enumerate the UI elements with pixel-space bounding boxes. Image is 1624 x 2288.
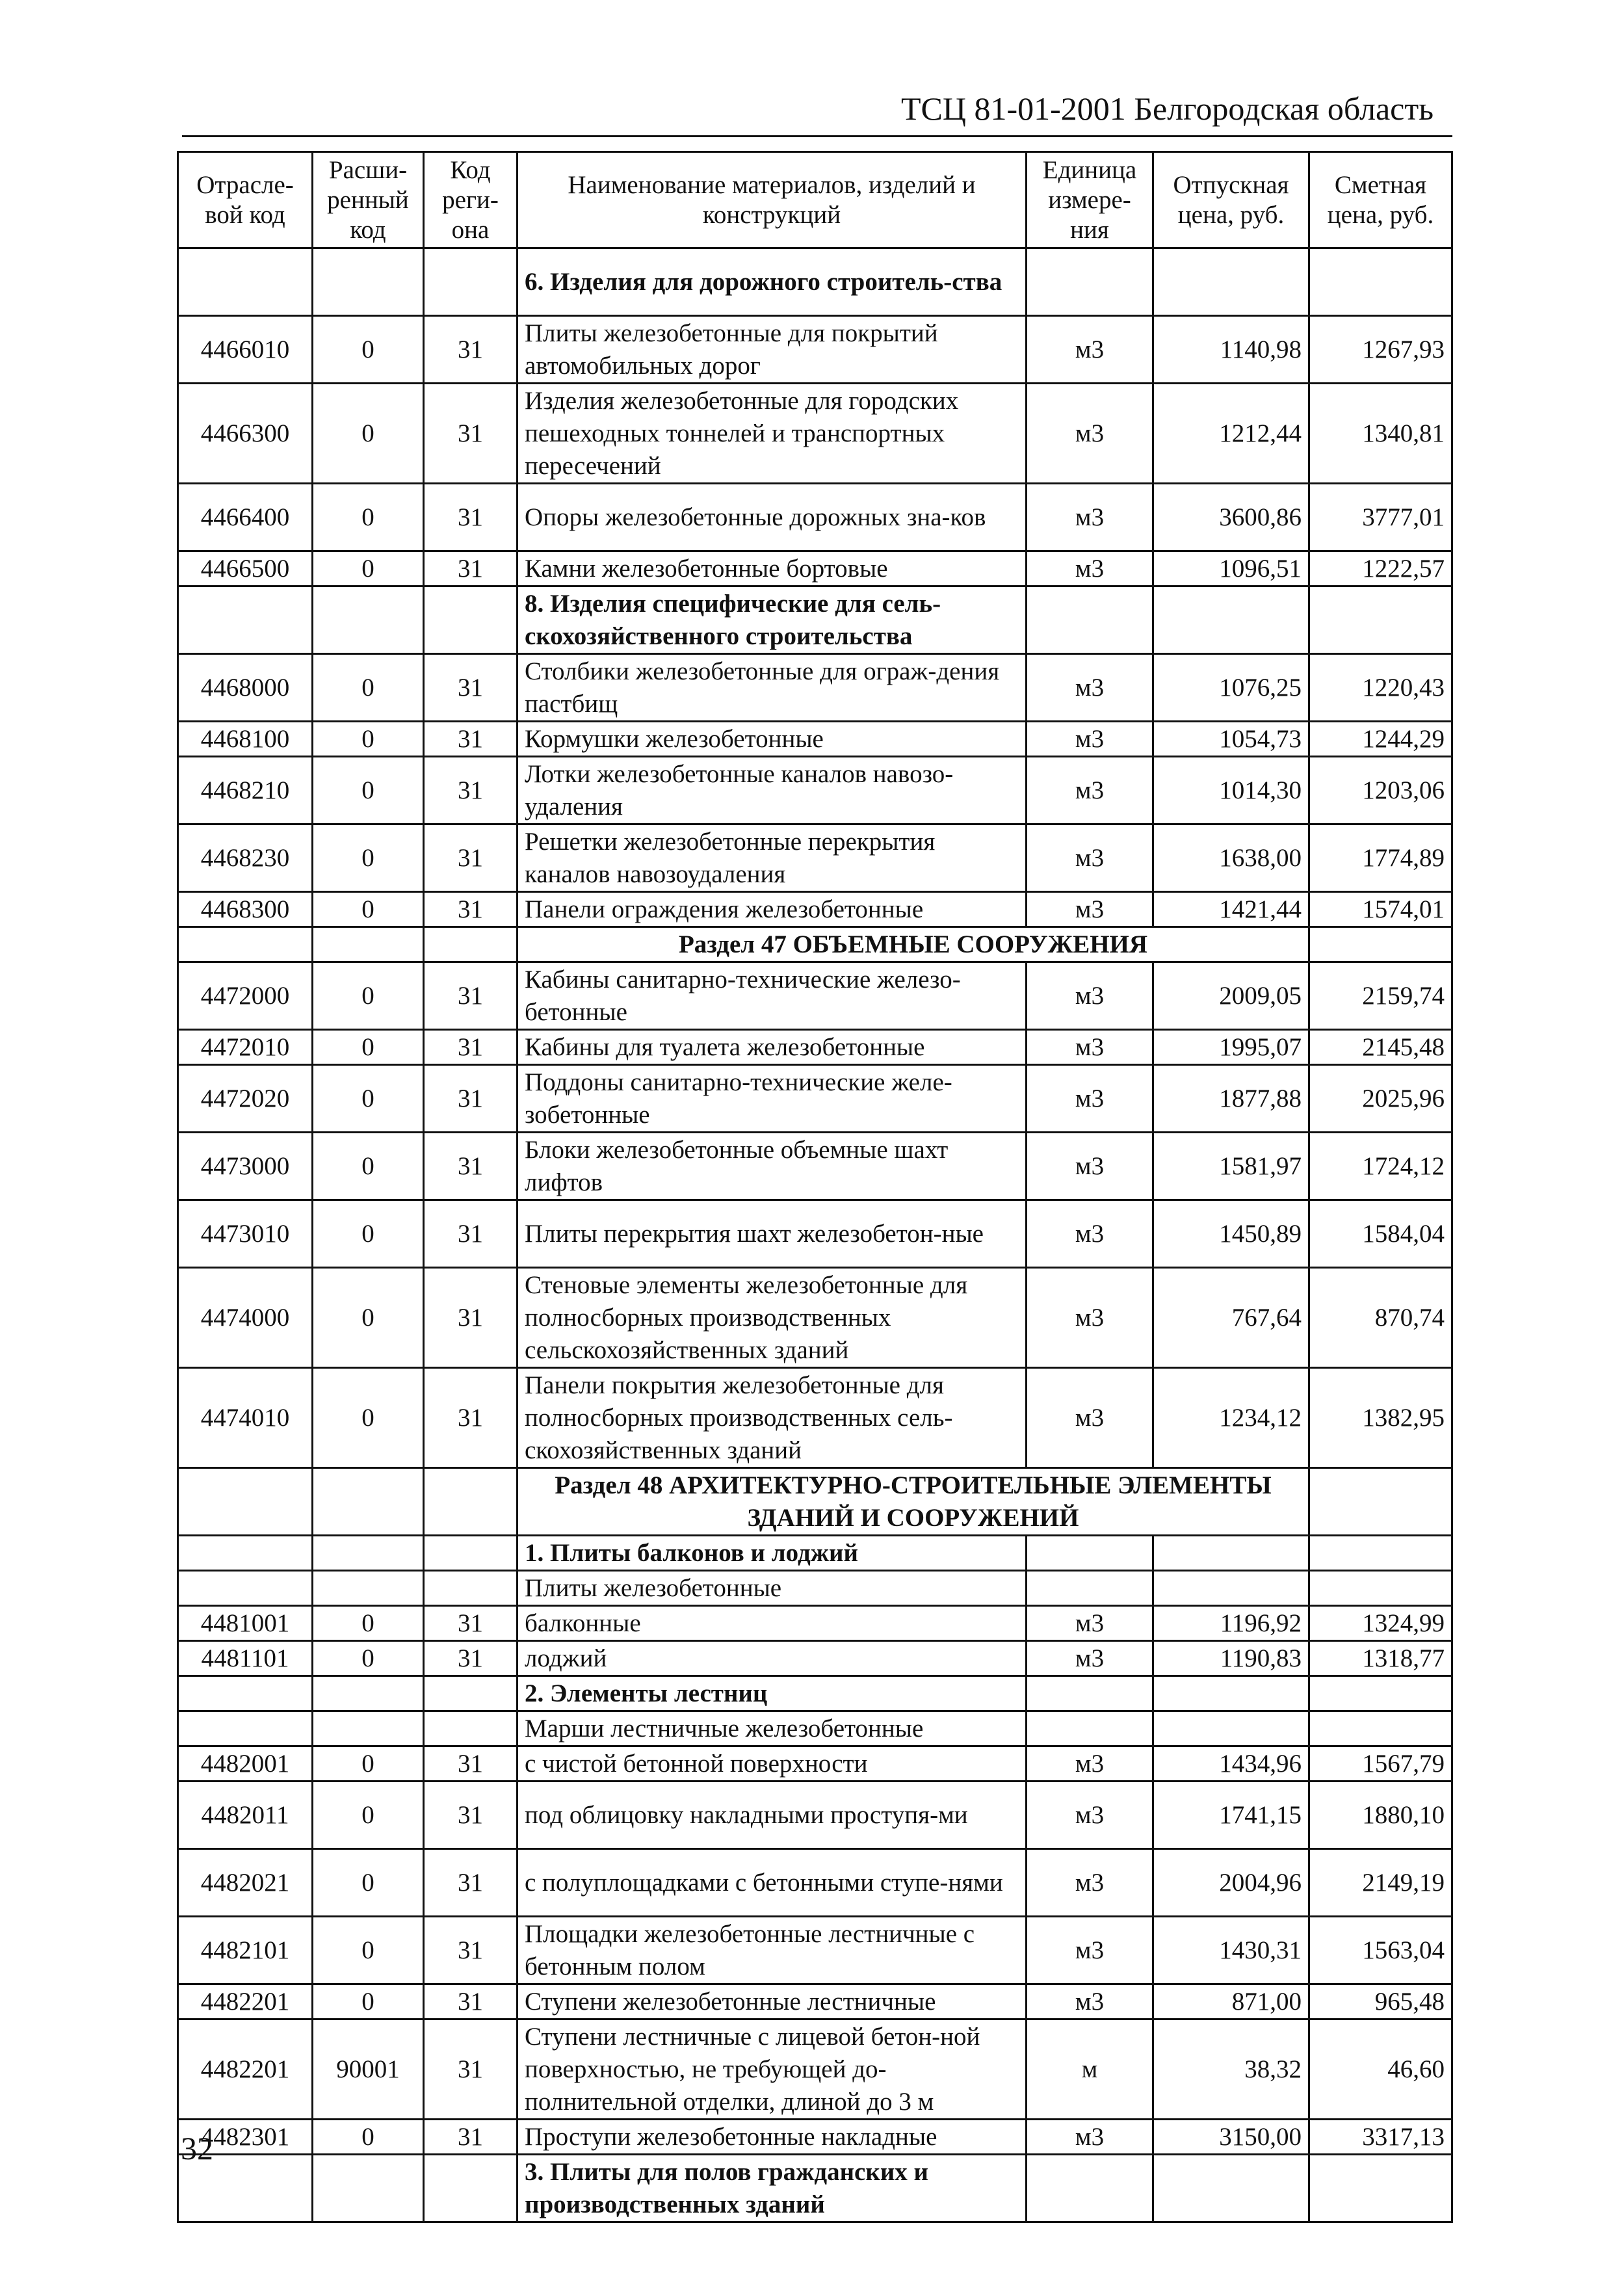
price-cell xyxy=(1153,1536,1309,1571)
group-title: Марши лестничные железобетонные xyxy=(517,1711,1027,1746)
material-name-cell: Решетки железобетонные перекрытия каналов навозоудаления xyxy=(517,824,1027,892)
region-cell: 31 xyxy=(424,1606,517,1641)
estimate-cell: 2145,48 xyxy=(1309,1030,1452,1065)
material-name-cell: лоджий xyxy=(517,1641,1027,1676)
estimate-cell xyxy=(1309,1571,1452,1606)
table-row xyxy=(178,1984,1452,2019)
region-cell xyxy=(424,1571,517,1606)
ext-code-cell: 0 xyxy=(313,1782,424,1849)
region-cell: 31 xyxy=(424,2019,517,2120)
column-header-ext-code: Расши-ренный код xyxy=(313,152,424,248)
column-header-price: Отпускная цена, руб. xyxy=(1153,152,1309,248)
code-cell: 4482001 xyxy=(178,1746,313,1782)
material-name-cell: Ступени железобетонные лестничные xyxy=(517,1984,1027,2019)
unit-cell xyxy=(1027,1711,1153,1746)
material-name-cell: Панели ограждения железобетонные xyxy=(517,892,1027,927)
unit-cell: м3 xyxy=(1027,1782,1153,1849)
table-row xyxy=(178,892,1452,927)
material-name-cell: Площадки железобетонные лестничные с бетонным полом xyxy=(517,1917,1027,1984)
ext-code-cell: 0 xyxy=(313,757,424,824)
unit-cell xyxy=(1027,1536,1153,1571)
table-row-section xyxy=(178,927,1452,962)
region-cell: 31 xyxy=(424,316,517,384)
material-name-cell: Проступи железобетонные накладные xyxy=(517,2120,1027,2155)
code-cell: 4466400 xyxy=(178,484,313,551)
unit-cell: м3 xyxy=(1027,1368,1153,1468)
ext-code-cell: 0 xyxy=(313,1917,424,1984)
column-header-unit: Единица измере-ния xyxy=(1027,152,1153,248)
table-row xyxy=(178,484,1452,551)
ext-code-cell xyxy=(313,586,424,654)
estimate-cell: 965,48 xyxy=(1309,1984,1452,2019)
material-name-cell: Поддоны санитарно-технические желе-зобетонные xyxy=(517,1065,1027,1133)
estimate-cell: 1222,57 xyxy=(1309,551,1452,586)
price-cell: 1581,97 xyxy=(1153,1133,1309,1200)
ext-code-cell: 0 xyxy=(313,551,424,586)
region-cell: 31 xyxy=(424,892,517,927)
price-cell xyxy=(1153,1676,1309,1711)
unit-cell: м xyxy=(1027,2019,1153,2120)
material-name-cell: Ступени лестничные с лицевой бетон-ной поверхностью, не требующей до-полнительной отделки, длиной до 3 м xyxy=(517,2019,1027,2120)
region-cell: 31 xyxy=(424,1917,517,1984)
ext-code-cell xyxy=(313,248,424,316)
price-cell: 1450,89 xyxy=(1153,1200,1309,1268)
price-cell xyxy=(1153,1711,1309,1746)
price-cell: 1014,30 xyxy=(1153,757,1309,824)
estimate-cell xyxy=(1309,1536,1452,1571)
material-name-cell: Плиты перекрытия шахт железобетон-ные xyxy=(517,1200,1027,1268)
table-row xyxy=(178,1782,1452,1849)
price-cell: 1421,44 xyxy=(1153,892,1309,927)
ext-code-cell xyxy=(313,1536,424,1571)
unit-cell: м3 xyxy=(1027,1917,1153,1984)
code-cell xyxy=(178,1676,313,1711)
ext-code-cell: 0 xyxy=(313,1746,424,1782)
column-header-name: Наименование материалов, изделий и конструкций xyxy=(517,152,1027,248)
ext-code-cell: 0 xyxy=(313,1200,424,1268)
region-cell xyxy=(424,1468,517,1536)
estimate-cell: 1382,95 xyxy=(1309,1368,1452,1468)
code-cell: 4481001 xyxy=(178,1606,313,1641)
estimate-cell xyxy=(1309,1711,1452,1746)
code-cell: 4466010 xyxy=(178,316,313,384)
ext-code-cell xyxy=(313,927,424,962)
unit-cell: м3 xyxy=(1027,384,1153,484)
unit-cell xyxy=(1027,586,1153,654)
estimate-cell: 3777,01 xyxy=(1309,484,1452,551)
table-row xyxy=(178,2120,1452,2155)
region-cell: 31 xyxy=(424,1984,517,2019)
code-cell: 4474000 xyxy=(178,1268,313,1368)
price-cell: 38,32 xyxy=(1153,2019,1309,2120)
ext-code-cell: 0 xyxy=(313,316,424,384)
code-cell: 4472010 xyxy=(178,1030,313,1065)
price-cell: 1638,00 xyxy=(1153,824,1309,892)
price-cell xyxy=(1153,248,1309,316)
ext-code-cell: 0 xyxy=(313,1133,424,1200)
estimate-cell: 1724,12 xyxy=(1309,1133,1452,1200)
price-cell: 1196,92 xyxy=(1153,1606,1309,1641)
unit-cell xyxy=(1027,1676,1153,1711)
table-row xyxy=(178,1641,1452,1676)
unit-cell: м3 xyxy=(1027,1065,1153,1133)
table-row-subheader xyxy=(178,1676,1452,1711)
region-cell: 31 xyxy=(424,1849,517,1917)
material-name-cell: Плиты железобетонные для покрытий автомобильных дорог xyxy=(517,316,1027,384)
estimate-cell: 1203,06 xyxy=(1309,757,1452,824)
unit-cell: м3 xyxy=(1027,892,1153,927)
ext-code-cell: 0 xyxy=(313,2120,424,2155)
region-cell: 31 xyxy=(424,1200,517,1268)
unit-cell: м3 xyxy=(1027,654,1153,722)
ext-code-cell: 0 xyxy=(313,1984,424,2019)
ext-code-cell: 0 xyxy=(313,1849,424,1917)
table-row-subheader xyxy=(178,1536,1452,1571)
region-cell xyxy=(424,1711,517,1746)
table-row-group xyxy=(178,1711,1452,1746)
ext-code-cell: 0 xyxy=(313,722,424,757)
estimate-cell xyxy=(1309,586,1452,654)
region-cell xyxy=(424,586,517,654)
table-row xyxy=(178,824,1452,892)
table-body xyxy=(178,248,1452,2222)
unit-cell xyxy=(1027,2155,1153,2222)
region-cell: 31 xyxy=(424,962,517,1030)
region-cell: 31 xyxy=(424,757,517,824)
material-name-cell: Опоры железобетонные дорожных зна-ков xyxy=(517,484,1027,551)
code-cell: 4468100 xyxy=(178,722,313,757)
region-cell: 31 xyxy=(424,1746,517,1782)
table-header-row xyxy=(178,152,1452,248)
estimate-cell: 1584,04 xyxy=(1309,1200,1452,1268)
subsection-title: 2. Элементы лестниц xyxy=(517,1676,1027,1711)
subsection-title: 1. Плиты балконов и лоджий xyxy=(517,1536,1027,1571)
table-row-subheader xyxy=(178,248,1452,316)
code-cell: 4482301 xyxy=(178,2120,313,2155)
price-cell: 1877,88 xyxy=(1153,1065,1309,1133)
table-row xyxy=(178,1133,1452,1200)
region-cell: 31 xyxy=(424,2120,517,2155)
subsection-title: 6. Изделия для дорожного строитель-ства xyxy=(517,248,1027,316)
price-cell: 1096,51 xyxy=(1153,551,1309,586)
code-cell: 4468210 xyxy=(178,757,313,824)
ext-code-cell: 0 xyxy=(313,892,424,927)
estimate-cell: 2149,19 xyxy=(1309,1849,1452,1917)
region-cell xyxy=(424,248,517,316)
table-row xyxy=(178,654,1452,722)
ext-code-cell: 0 xyxy=(313,824,424,892)
ext-code-cell: 0 xyxy=(313,484,424,551)
header-rule xyxy=(182,135,1452,137)
region-cell: 31 xyxy=(424,1368,517,1468)
material-name-cell: с полуплощадками с бетонными ступе-нями xyxy=(517,1849,1027,1917)
material-name-cell: Стеновые элементы железобетонные для полносборных производственных сельскохозяйственных зданий xyxy=(517,1268,1027,1368)
code-cell: 4468000 xyxy=(178,654,313,722)
code-cell: 4482101 xyxy=(178,1917,313,1984)
material-name-cell: с чистой бетонной поверхности xyxy=(517,1746,1027,1782)
group-title: Плиты железобетонные xyxy=(517,1571,1027,1606)
code-cell xyxy=(178,1571,313,1606)
estimate-cell xyxy=(1309,1676,1452,1711)
code-cell xyxy=(178,927,313,962)
table-row xyxy=(178,1606,1452,1641)
estimate-cell xyxy=(1309,927,1452,962)
ext-code-cell: 0 xyxy=(313,654,424,722)
estimate-cell xyxy=(1309,2155,1452,2222)
code-cell: 4472020 xyxy=(178,1065,313,1133)
region-cell: 31 xyxy=(424,1782,517,1849)
ext-code-cell: 0 xyxy=(313,962,424,1030)
region-cell xyxy=(424,927,517,962)
region-cell xyxy=(424,1536,517,1571)
unit-cell: м3 xyxy=(1027,1746,1153,1782)
unit-cell: м3 xyxy=(1027,824,1153,892)
code-cell: 4474010 xyxy=(178,1368,313,1468)
table-row xyxy=(178,384,1452,484)
unit-cell: м3 xyxy=(1027,1268,1153,1368)
price-cell: 2009,05 xyxy=(1153,962,1309,1030)
unit-cell: м3 xyxy=(1027,1984,1153,2019)
price-cell: 1054,73 xyxy=(1153,722,1309,757)
material-name-cell: Панели покрытия железобетонные для полносборных производственных сель-скохозяйственных зданий xyxy=(517,1368,1027,1468)
ext-code-cell xyxy=(313,1571,424,1606)
price-cell: 1434,96 xyxy=(1153,1746,1309,1782)
price-cell: 1190,83 xyxy=(1153,1641,1309,1676)
code-cell xyxy=(178,248,313,316)
ext-code-cell: 0 xyxy=(313,1368,424,1468)
ext-code-cell: 0 xyxy=(313,1641,424,1676)
price-cell: 2004,96 xyxy=(1153,1849,1309,1917)
table-row-subheader xyxy=(178,586,1452,654)
estimate-cell: 1324,99 xyxy=(1309,1606,1452,1641)
code-cell xyxy=(178,1711,313,1746)
material-name-cell: под облицовку накладными проступя-ми xyxy=(517,1782,1027,1849)
region-cell xyxy=(424,1676,517,1711)
estimate-cell: 2025,96 xyxy=(1309,1065,1452,1133)
ext-code-cell: 90001 xyxy=(313,2019,424,2120)
table-row xyxy=(178,1065,1452,1133)
price-cell: 871,00 xyxy=(1153,1984,1309,2019)
ext-code-cell xyxy=(313,1676,424,1711)
region-cell: 31 xyxy=(424,1268,517,1368)
unit-cell: м3 xyxy=(1027,722,1153,757)
unit-cell: м3 xyxy=(1027,551,1153,586)
estimate-cell: 1220,43 xyxy=(1309,654,1452,722)
code-cell xyxy=(178,586,313,654)
code-cell: 4482201 xyxy=(178,1984,313,2019)
column-header-estimate: Сметная цена, руб. xyxy=(1309,152,1452,248)
code-cell: 4481101 xyxy=(178,1641,313,1676)
region-cell: 31 xyxy=(424,551,517,586)
price-cell: 1234,12 xyxy=(1153,1368,1309,1468)
region-cell: 31 xyxy=(424,1641,517,1676)
price-cell: 1140,98 xyxy=(1153,316,1309,384)
table-row xyxy=(178,1368,1452,1468)
document-header: ТСЦ 81-01-2001 Белгородская область xyxy=(901,90,1434,127)
code-cell: 4482021 xyxy=(178,1849,313,1917)
region-cell: 31 xyxy=(424,722,517,757)
material-name-cell: Лотки железобетонные каналов навозо-удаления xyxy=(517,757,1027,824)
estimate-cell xyxy=(1309,248,1452,316)
table-row xyxy=(178,316,1452,384)
subsection-title: 3. Плиты для полов гражданских и производственных зданий xyxy=(517,2155,1027,2222)
unit-cell: м3 xyxy=(1027,962,1153,1030)
estimate-cell: 3317,13 xyxy=(1309,2120,1452,2155)
unit-cell: м3 xyxy=(1027,1849,1153,1917)
table-row xyxy=(178,1030,1452,1065)
estimate-cell: 1267,93 xyxy=(1309,316,1452,384)
price-table xyxy=(177,151,1453,2223)
price-cell xyxy=(1153,586,1309,654)
unit-cell: м3 xyxy=(1027,1641,1153,1676)
estimate-cell: 2159,74 xyxy=(1309,962,1452,1030)
ext-code-cell: 0 xyxy=(313,384,424,484)
subsection-title: 8. Изделия специфические для сель-скохозяйственного строительства xyxy=(517,586,1027,654)
ext-code-cell xyxy=(313,1468,424,1536)
unit-cell xyxy=(1027,248,1153,316)
estimate-cell: 1574,01 xyxy=(1309,892,1452,927)
material-name-cell: Блоки железобетонные объемные шахт лифтов xyxy=(517,1133,1027,1200)
code-cell xyxy=(178,1536,313,1571)
table-row xyxy=(178,757,1452,824)
material-name-cell: Столбики железобетонные для ограж-дения пастбищ xyxy=(517,654,1027,722)
price-cell xyxy=(1153,2155,1309,2222)
estimate-cell: 1340,81 xyxy=(1309,384,1452,484)
table-row-subheader xyxy=(178,2155,1452,2222)
code-cell: 4473010 xyxy=(178,1200,313,1268)
table-row xyxy=(178,1200,1452,1268)
ext-code-cell: 0 xyxy=(313,1065,424,1133)
table-row-group xyxy=(178,1571,1452,1606)
estimate-cell: 1318,77 xyxy=(1309,1641,1452,1676)
estimate-cell: 1567,79 xyxy=(1309,1746,1452,1782)
unit-cell xyxy=(1027,1571,1153,1606)
price-cell: 1741,15 xyxy=(1153,1782,1309,1849)
ext-code-cell xyxy=(313,2155,424,2222)
estimate-cell: 1563,04 xyxy=(1309,1917,1452,1984)
price-cell: 1995,07 xyxy=(1153,1030,1309,1065)
code-cell: 4482011 xyxy=(178,1782,313,1849)
estimate-cell: 870,74 xyxy=(1309,1268,1452,1368)
table-row xyxy=(178,2019,1452,2120)
section-title: Раздел 48 АРХИТЕКТУРНО-СТРОИТЕЛЬНЫЕ ЭЛЕМЕНТЫ ЗДАНИЙ И СООРУЖЕНИЙ xyxy=(517,1468,1309,1536)
unit-cell: м3 xyxy=(1027,757,1153,824)
code-cell: 4472000 xyxy=(178,962,313,1030)
material-name-cell: балконные xyxy=(517,1606,1027,1641)
code-cell: 4466300 xyxy=(178,384,313,484)
unit-cell: м3 xyxy=(1027,1030,1153,1065)
price-cell: 3150,00 xyxy=(1153,2120,1309,2155)
column-header-region: Код реги-она xyxy=(424,152,517,248)
code-cell xyxy=(178,1468,313,1536)
price-cell: 1430,31 xyxy=(1153,1917,1309,1984)
region-cell: 31 xyxy=(424,1030,517,1065)
unit-cell: м3 xyxy=(1027,316,1153,384)
unit-cell: м3 xyxy=(1027,2120,1153,2155)
table-row-section xyxy=(178,1468,1452,1536)
table-row xyxy=(178,551,1452,586)
region-cell: 31 xyxy=(424,1065,517,1133)
price-cell: 1212,44 xyxy=(1153,384,1309,484)
region-cell: 31 xyxy=(424,484,517,551)
table-row xyxy=(178,1268,1452,1368)
unit-cell: м3 xyxy=(1027,484,1153,551)
price-cell: 3600,86 xyxy=(1153,484,1309,551)
unit-cell: м3 xyxy=(1027,1606,1153,1641)
page-number: 32 xyxy=(181,2130,213,2166)
code-cell: 4468230 xyxy=(178,824,313,892)
estimate-cell xyxy=(1309,1468,1452,1536)
ext-code-cell: 0 xyxy=(313,1268,424,1368)
estimate-cell: 1880,10 xyxy=(1309,1782,1452,1849)
table-row xyxy=(178,1917,1452,1984)
estimate-cell: 1244,29 xyxy=(1309,722,1452,757)
section-title: Раздел 47 ОБЪЕМНЫЕ СООРУЖЕНИЯ xyxy=(517,927,1309,962)
region-cell: 31 xyxy=(424,654,517,722)
table-row xyxy=(178,1849,1452,1917)
ext-code-cell: 0 xyxy=(313,1030,424,1065)
ext-code-cell xyxy=(313,1711,424,1746)
estimate-cell: 46,60 xyxy=(1309,2019,1452,2120)
code-cell: 4482201 xyxy=(178,2019,313,2120)
ext-code-cell: 0 xyxy=(313,1606,424,1641)
material-name-cell: Камни железобетонные бортовые xyxy=(517,551,1027,586)
estimate-cell: 1774,89 xyxy=(1309,824,1452,892)
column-header-code: Отрасле-вой код xyxy=(178,152,313,248)
region-cell: 31 xyxy=(424,1133,517,1200)
material-name-cell: Кормушки железобетонные xyxy=(517,722,1027,757)
unit-cell: м3 xyxy=(1027,1200,1153,1268)
price-cell xyxy=(1153,1571,1309,1606)
material-name-cell: Кабины санитарно-технические железо-бетонные xyxy=(517,962,1027,1030)
region-cell xyxy=(424,2155,517,2222)
price-cell: 767,64 xyxy=(1153,1268,1309,1368)
code-cell: 4473000 xyxy=(178,1133,313,1200)
unit-cell: м3 xyxy=(1027,1133,1153,1200)
code-cell: 4468300 xyxy=(178,892,313,927)
region-cell: 31 xyxy=(424,824,517,892)
price-cell: 1076,25 xyxy=(1153,654,1309,722)
table-row xyxy=(178,1746,1452,1782)
region-cell: 31 xyxy=(424,384,517,484)
table-row xyxy=(178,722,1452,757)
material-name-cell: Изделия железобетонные для городских пешеходных тоннелей и транспортных пересечений xyxy=(517,384,1027,484)
material-name-cell: Кабины для туалета железобетонные xyxy=(517,1030,1027,1065)
table-row xyxy=(178,962,1452,1030)
code-cell: 4466500 xyxy=(178,551,313,586)
